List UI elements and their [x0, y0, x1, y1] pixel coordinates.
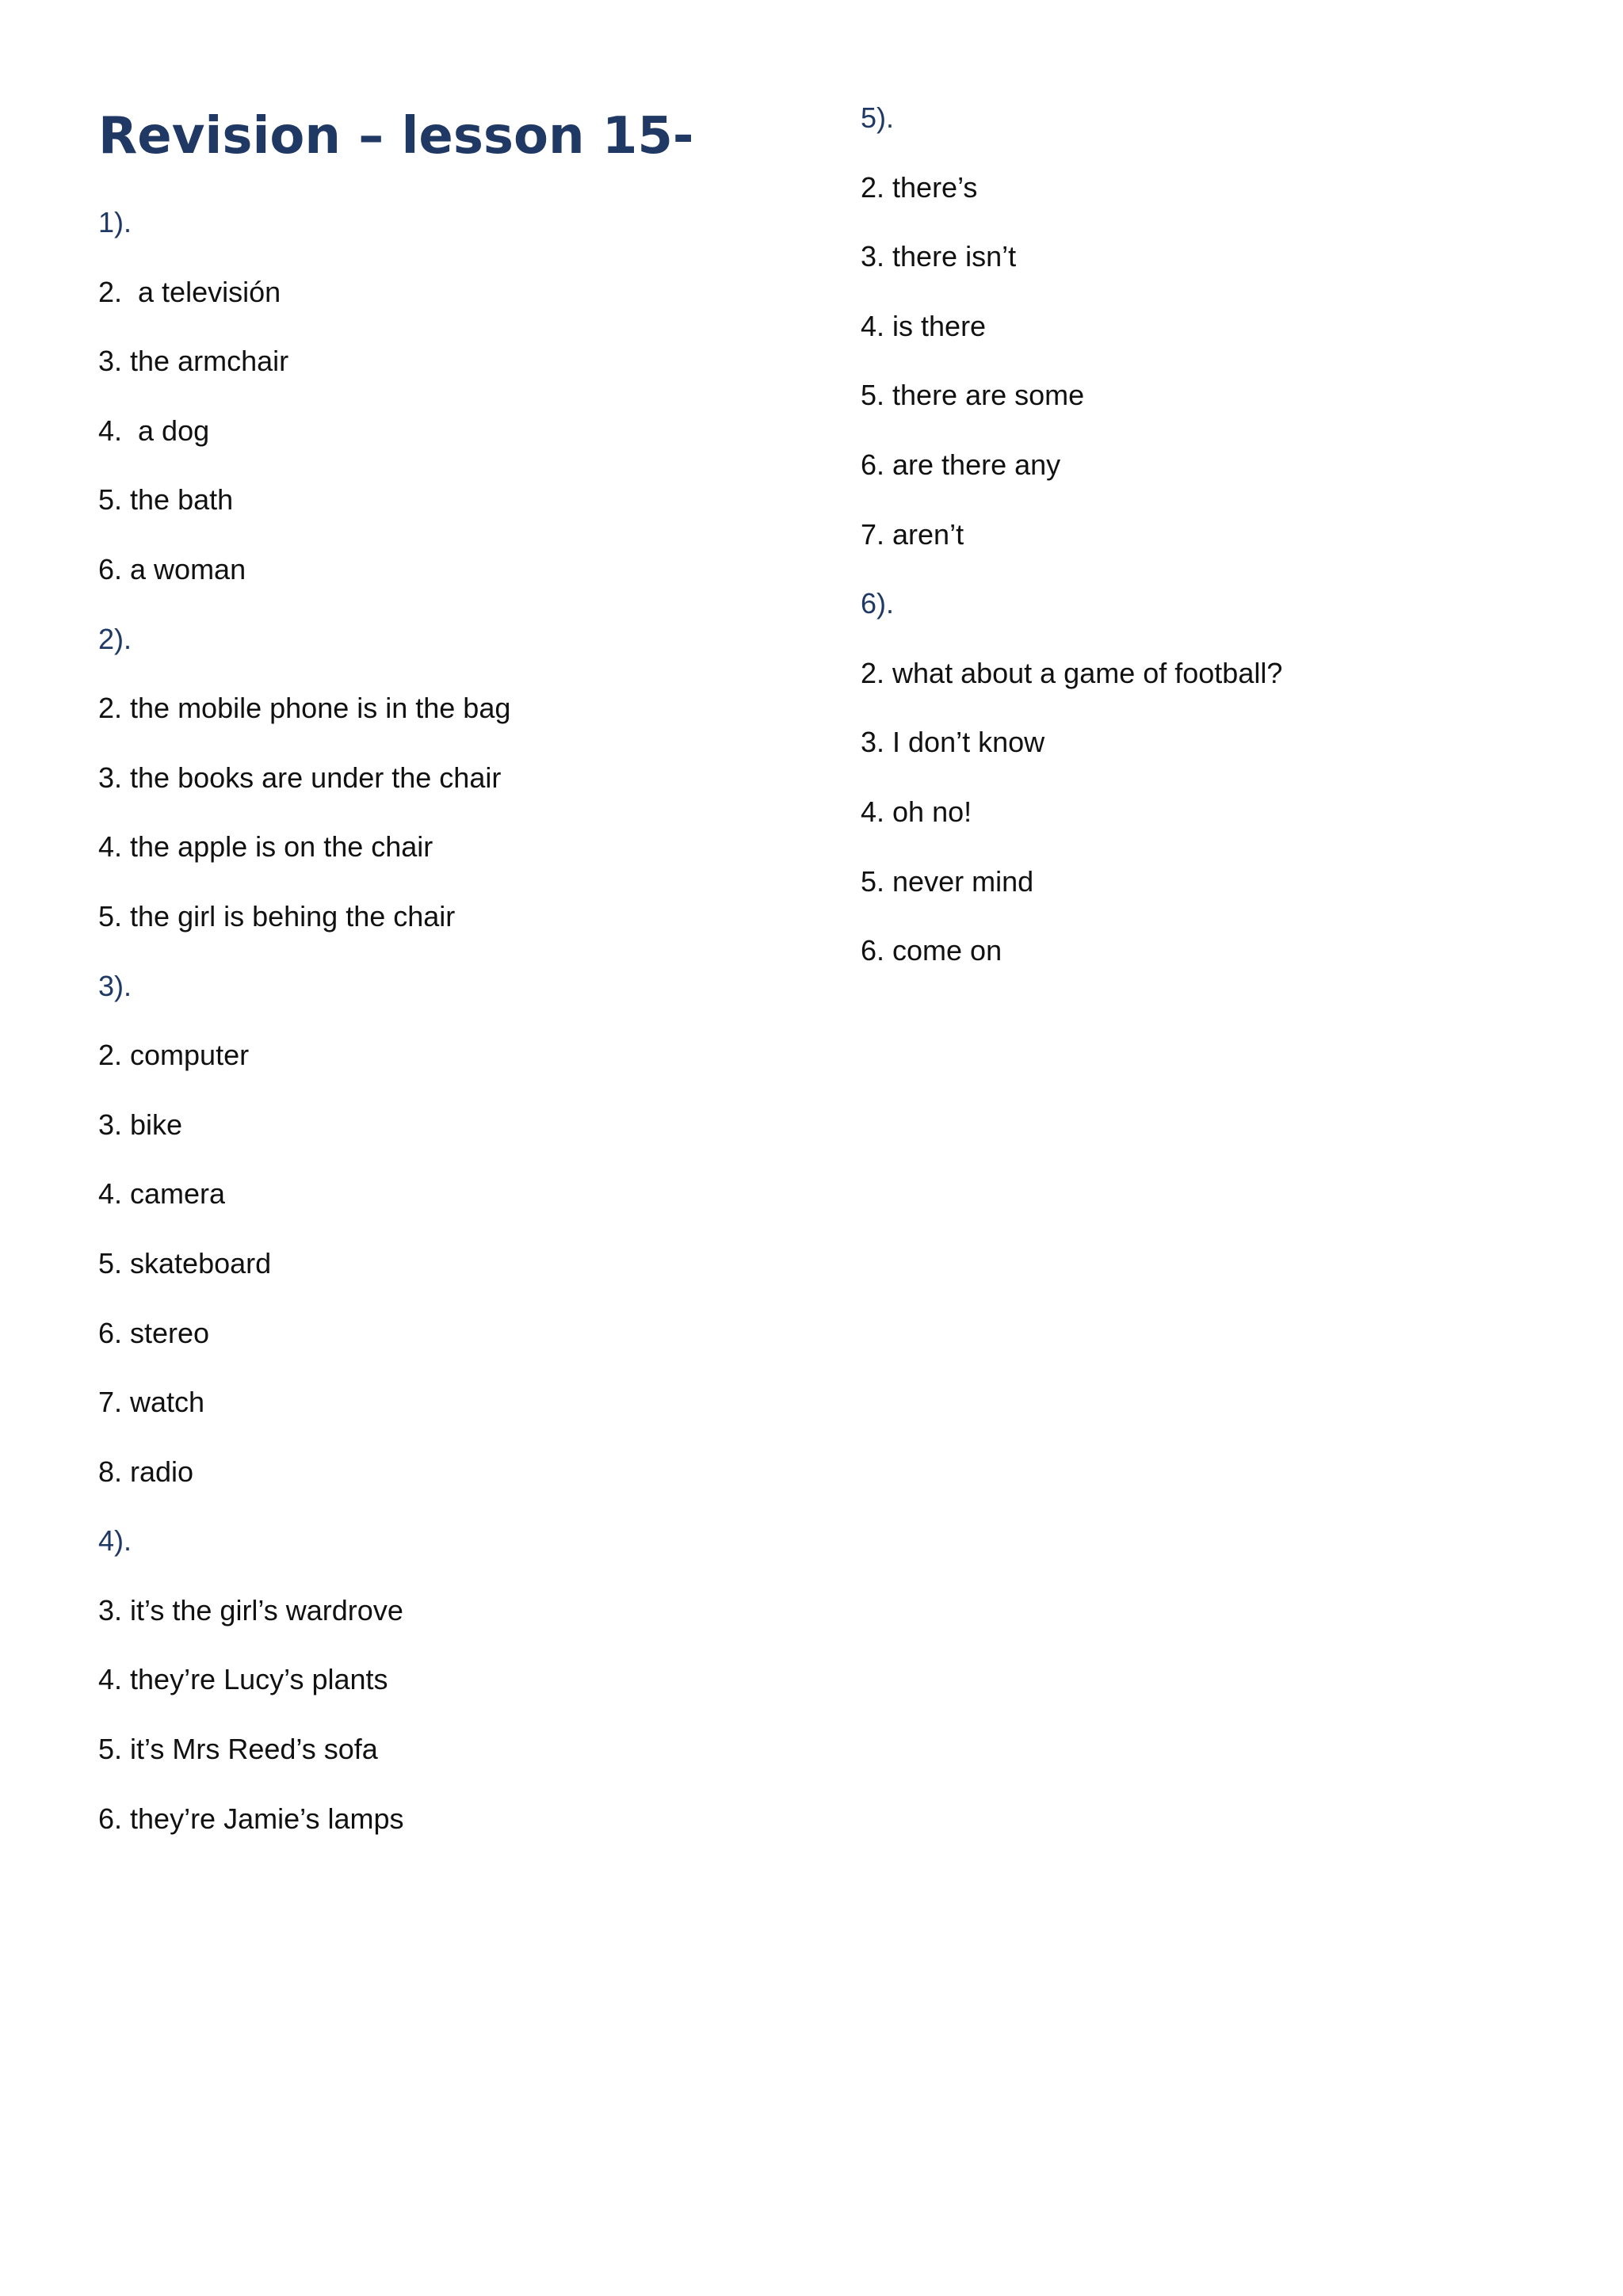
answer-line: 4. oh no! — [861, 795, 972, 828]
answer-line: 4. camera — [98, 1177, 226, 1211]
answer-line: 6. are there any — [861, 448, 1061, 481]
answer-line: 7. watch — [98, 1386, 205, 1419]
answer-line: 8. radio — [98, 1455, 194, 1488]
answer-line: 2. computer — [98, 1039, 250, 1072]
answer-line: 2. what about a game of football? — [861, 656, 1283, 689]
answer-line: 4. a dog — [98, 414, 210, 447]
section-heading: 5). — [861, 101, 895, 134]
answer-line: 5. never mind — [861, 864, 1034, 898]
answer-line: 5. the bath — [98, 483, 234, 517]
answer-line: 4. the apple is on the chair — [98, 830, 433, 864]
answer-line: 2. the mobile phone is in the bag — [98, 692, 511, 725]
section-heading: 1). — [98, 206, 132, 238]
answer-line: 3. it’s the girl’s wardrove — [98, 1593, 403, 1627]
answer-line: 6. a woman — [98, 552, 246, 585]
right-column — [861, 83, 1558, 986]
section-heading: 6). — [861, 587, 895, 620]
answer-line: 3. bike — [98, 1108, 183, 1141]
answer-line: 5. skateboard — [98, 1246, 272, 1280]
answer-line: 4. they’re Lucy’s plants — [98, 1663, 388, 1696]
section-heading: 2). — [98, 622, 132, 655]
answer-line: 3. I don’t know — [861, 726, 1045, 759]
page-title: Revision – lesson 15- — [98, 107, 694, 166]
left-column — [98, 188, 796, 1853]
section-heading: 3). — [98, 969, 132, 1002]
answer-line: 3. the armchair — [98, 345, 289, 378]
answer-line: 3. there isn’t — [861, 240, 1017, 273]
answer-line: 4. is there — [861, 309, 987, 342]
answer-line: 6. come on — [861, 934, 1002, 967]
answer-line: 5. there are some — [861, 379, 1085, 412]
answer-line: 6. stereo — [98, 1316, 210, 1349]
answer-line: 2. a televisión — [98, 275, 281, 308]
section-heading: 4). — [98, 1524, 132, 1558]
answer-line: 6. they’re Jamie’s lamps — [98, 1802, 404, 1835]
answer-line: 2. there’s — [861, 170, 978, 204]
answer-line: 3. the books are under the chair — [98, 761, 502, 794]
answer-line: 5. the girl is behing the chair — [98, 899, 456, 933]
answer-line: 7. aren’t — [861, 517, 964, 551]
answer-line: 5. it’s Mrs Reed’s sofa — [98, 1733, 378, 1766]
